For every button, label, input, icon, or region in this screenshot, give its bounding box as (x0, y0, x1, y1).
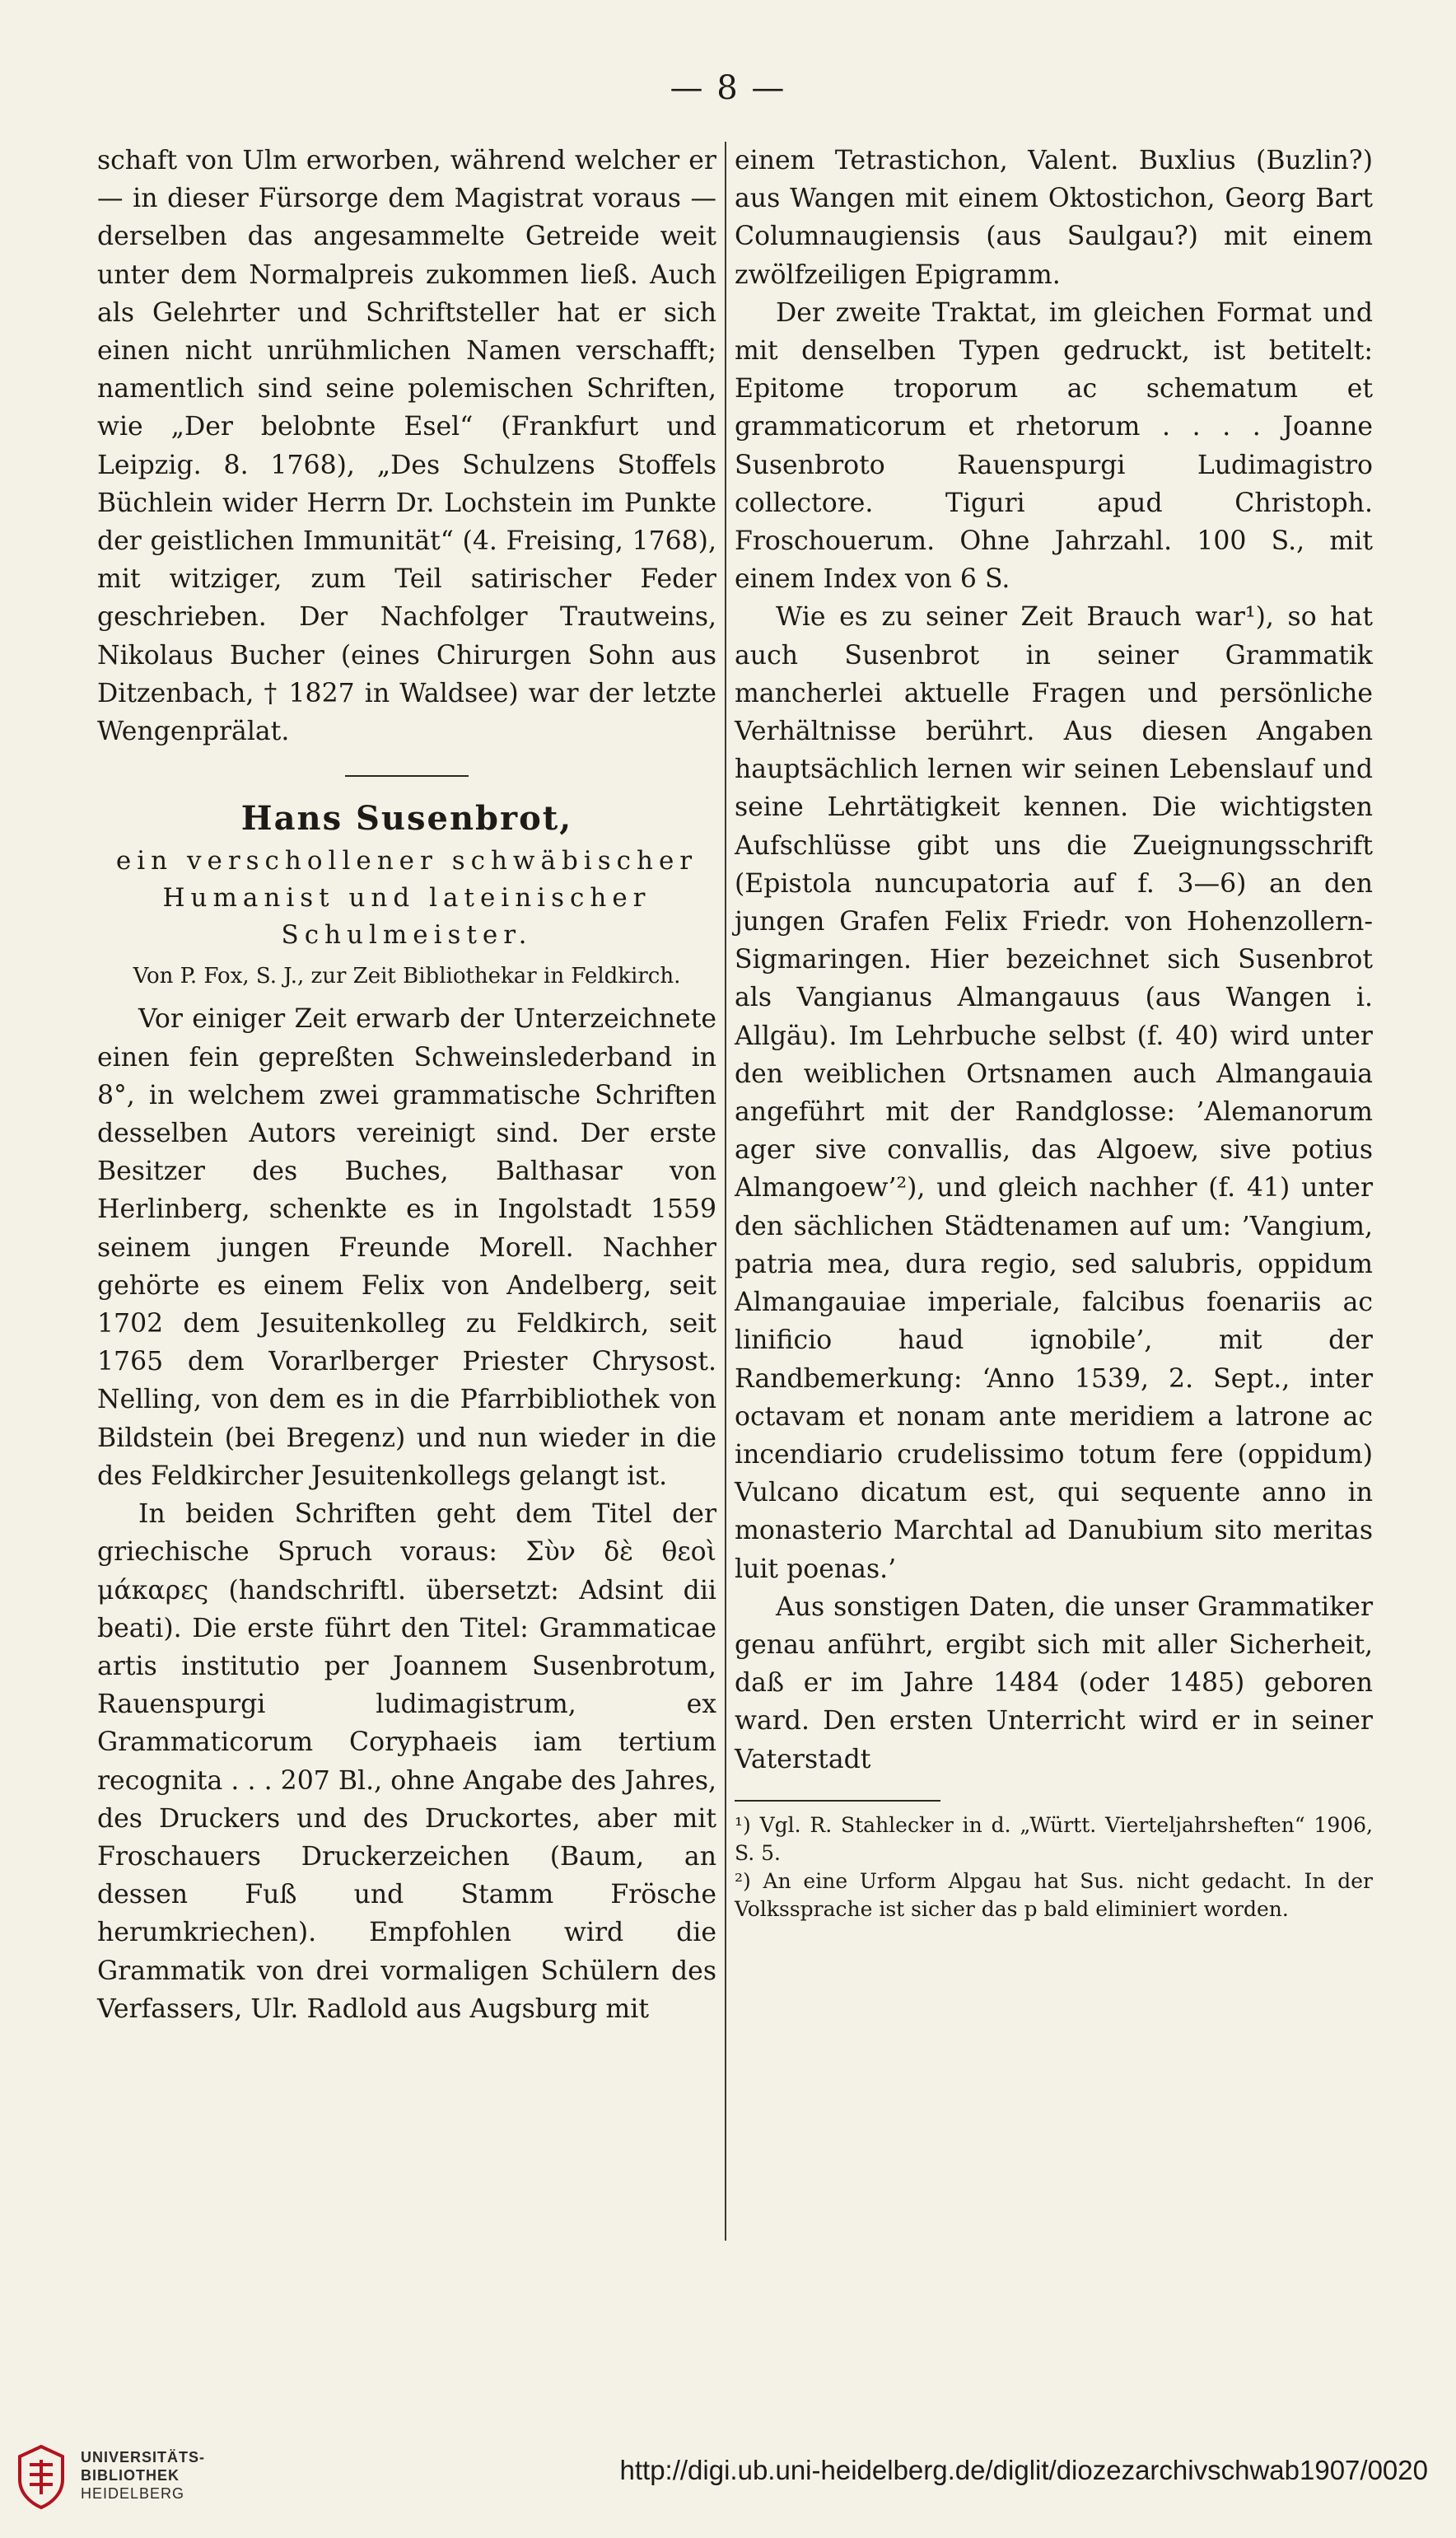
article-byline: Von P. Fox, S. J., zur Zeit Bibliothekar in Feldkirch. (133, 964, 681, 989)
left-intro-paragraph: schaft von Ulm erworben, während welcher er — in dieser Fürsorge dem Magistrat voraus — derselben das angesammelte Getreide weit unter dem Normalpreis zukommen ließ. Auch als Gelehrter und Schriftsteller hat er sich einen nicht unrühmlichen Namen verschafft; namentlich sind seine polemischen Schriften, wie „Der belobnte Esel“ (Frankfurt und Leipzig. 8. 1768), „Des Schulzens Stoffels Büchlein wider Herrn Dr. Lochstein im Punkte der geistlichen Immunität“ (4. Freising, 1768), mit witziger, zum Teil satirischer Feder geschrieben. Der Nachfolger Trautweins, Nikolaus Bucher (eines Chirurgen Sohn aus Ditzenbach, † 1827 in Waldsee) war der letzte Wengenprälat. (97, 146, 716, 747)
article-title: Hans Susenbrot, (240, 799, 573, 839)
right-paragraph-3: Aus sonstigen Daten, die unser Grammatiker genau anführt, ergibt sich mit aller Sicherheit, daß er im Jahre 1484 (oder 1485) geboren ward. Den ersten Unterricht wird er in seiner Vaterstadt (735, 1592, 1373, 1774)
library-name-line-1: UNIVERSITÄTS- (81, 2449, 206, 2466)
right-continuation-paragraph: einem Tetrastichon, Valent. Buxlius (Buzlin?) aus Wangen mit einem Oktostichon, Georg Bart Columnaugiensis (aus Saulgau?) mit einem zwölfzeiligen Epigramm. (735, 146, 1373, 290)
article-subtitle: ein verschollener schwäbischer Humanist und lateinischer Schulmeister. (115, 846, 698, 951)
library-name-line-2: BIBLIOTHEK (81, 2467, 180, 2484)
footnote-rule (735, 1800, 940, 1802)
right-column (735, 142, 1373, 1923)
section-divider (345, 775, 469, 777)
page-number: — 8 — (670, 69, 786, 107)
library-name-line-3: HEIDELBERG (81, 2485, 185, 2502)
library-name (81, 2448, 205, 2503)
left-column (97, 142, 716, 2028)
footnote-2: ²) An eine Urform Alpgau hat Sus. nicht gedacht. In der Volkssprache ist sicher das p bald eliminiert worden. (735, 1868, 1373, 1921)
left-paragraph-1: Vor einiger Zeit erwarb der Unterzeichnete einen fein gepreßten Schweinslederband in 8°, in welchem zwei grammatische Schriften desselben Autors vereinigt sind. Der erste Besitzer des Buches, Balthasar von Herlinberg, schenkte es in Ingolstadt 1559 seinem jungen Freunde Morell. Nachher gehörte es einem Felix von Andelberg, seit 1702 dem Jesuitenkolleg zu Feldkirch, seit 1765 dem Vorarlberger Priester Chrysost. Nelling, von dem es in die Pfarrbibliothek von Bildstein (bei Bregenz) und nun wieder in die des Feldkircher Jesuitenkollegs gelangt ist. (97, 1004, 716, 1491)
page-footer (0, 2425, 1456, 2538)
source-url-link[interactable]: http://digi.ub.uni-heidelberg.de/diglit/diozezarchivschwab1907/0020 (619, 2455, 1428, 2485)
university-library-logo-icon (15, 2443, 68, 2509)
column-divider (725, 142, 726, 2241)
right-paragraph-1: Der zweite Traktat, im gleichen Format und mit denselben Typen gedruckt, ist betitelt: Epitome troporum ac schematum et grammaticorum et rhetorum . . . . Joanne Susenbroto Rauenspurgi Ludimagistro collectore. Tiguri apud Christoph. Froschouerum. Ohne Jahrzahl. 100 S., mit einem Index von 6 S. (735, 297, 1373, 595)
left-paragraph-2: In beiden Schriften geht dem Titel der griechische Spruch voraus: Σὺν δὲ θεοὶ μάκαρες (handschriftl. übersetzt: Adsint dii beati). Die erste führt den Titel: Grammaticae artis institutio per Joannem Susenbrotum, Rauenspurgi ludimagistrum, ex Grammaticorum Coryphaeis iam tertium recognita . . . 207 Bl., ohne Angabe des Jahres, des Druckers und des Druckortes, aber mit Froschauers Druckerzeichen (Baum, an dessen Fuß und Stamm Frösche herumkriechen). Empfohlen wird die Grammatik von drei vormaligen Schülern des Verfassers, Ulr. Radlold aus Augsburg mit (97, 1499, 716, 2024)
right-paragraph-2: Wie es zu seiner Zeit Brauch war¹), so hat auch Susenbrot in seiner Grammatik mancherlei aktuelle Fragen und persönliche Verhältnisse berührt. Aus diesen Angaben hauptsächlich lernen wir seinen Lebenslauf und seine Lehrtätigkeit kennen. Die wichtigsten Aufschlüsse gibt uns die Zueignungsschrift (Epistola nuncupatoria auf f. 3—6) an den jungen Grafen Felix Friedr. von Hohenzollern-Sigmaringen. Hier bezeichnet sich Susenbrot als Vangianus Almangauus (aus Wangen i. Allgäu). Im Lehrbuche selbst (f. 40) wird unter den weiblichen Ortsnamen auch Almangauia angeführt mit der Randglosse: ’Alemanorum ager sive convallis, das Algoew, sive potius Almangoew’²), und gleich nachher (f. 41) unter den sächlichen Städtenamen auf um: ’Vangium, patria mea, dura regio, sed salubris, oppidum Almangauiae imperiale, falcibus foenariis ac linificio haud ignobile’, mit der Randbemerkung: ‘Anno 1539, 2. Sept., inter octavam et nonam ante meridiem a latrone ac incendiario crudelissimo totum fere (oppidum) Vulcano dicatum est, qui sequente anno in monasterio Marchtal ad Danubium sito meritas luit poenas.’ (735, 602, 1373, 1584)
footnote-1: ¹) Vgl. R. Stahlecker in d. „Württ. Vierteljahrsheften“ 1906, S. 5. (735, 1812, 1373, 1865)
